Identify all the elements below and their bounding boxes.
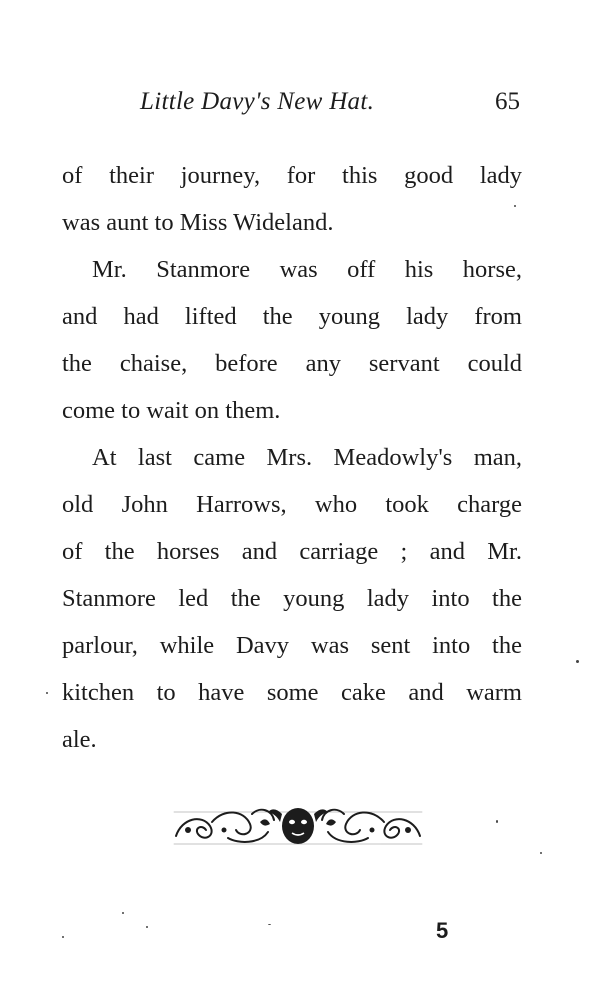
paper-speck	[146, 926, 148, 928]
text-line: Stanmore led the young lady into the	[62, 585, 522, 612]
text-line: and had lifted the young lady from	[62, 303, 522, 330]
paper-speck	[122, 912, 124, 914]
text-line: come to wait on them.	[62, 397, 281, 424]
decorative-ornament-icon	[168, 800, 428, 850]
running-head	[140, 88, 520, 128]
paper-speck	[576, 660, 579, 663]
text-line: parlour, while Davy was sent into the	[62, 632, 522, 659]
page-number: 65	[495, 88, 520, 115]
text-line: the chaise, before any servant could	[62, 350, 522, 377]
text-line: of the horses and carriage ; and Mr.	[62, 538, 522, 565]
text-line: of their journey, for this good lady	[62, 162, 522, 189]
body-text	[62, 152, 522, 763]
text-line: ale.	[62, 726, 97, 753]
signature-mark: 5	[436, 918, 449, 943]
running-title: Little Davy's New Hat.	[140, 88, 375, 115]
text-line: kitchen to have some cake and warm	[62, 679, 522, 706]
text-line: At last came Mrs. Meadowly's man,	[92, 444, 522, 471]
text-line: Mr. Stanmore was off his horse,	[92, 256, 522, 283]
paper-speck	[46, 692, 48, 694]
text-line: was aunt to Miss Wideland.	[62, 209, 334, 236]
paper-speck	[496, 820, 498, 823]
paper-speck	[514, 205, 516, 207]
paper-speck	[268, 924, 271, 925]
text-line: old John Harrows, who took charge	[62, 491, 522, 518]
paper-speck	[540, 852, 542, 854]
paper-speck	[62, 936, 64, 938]
